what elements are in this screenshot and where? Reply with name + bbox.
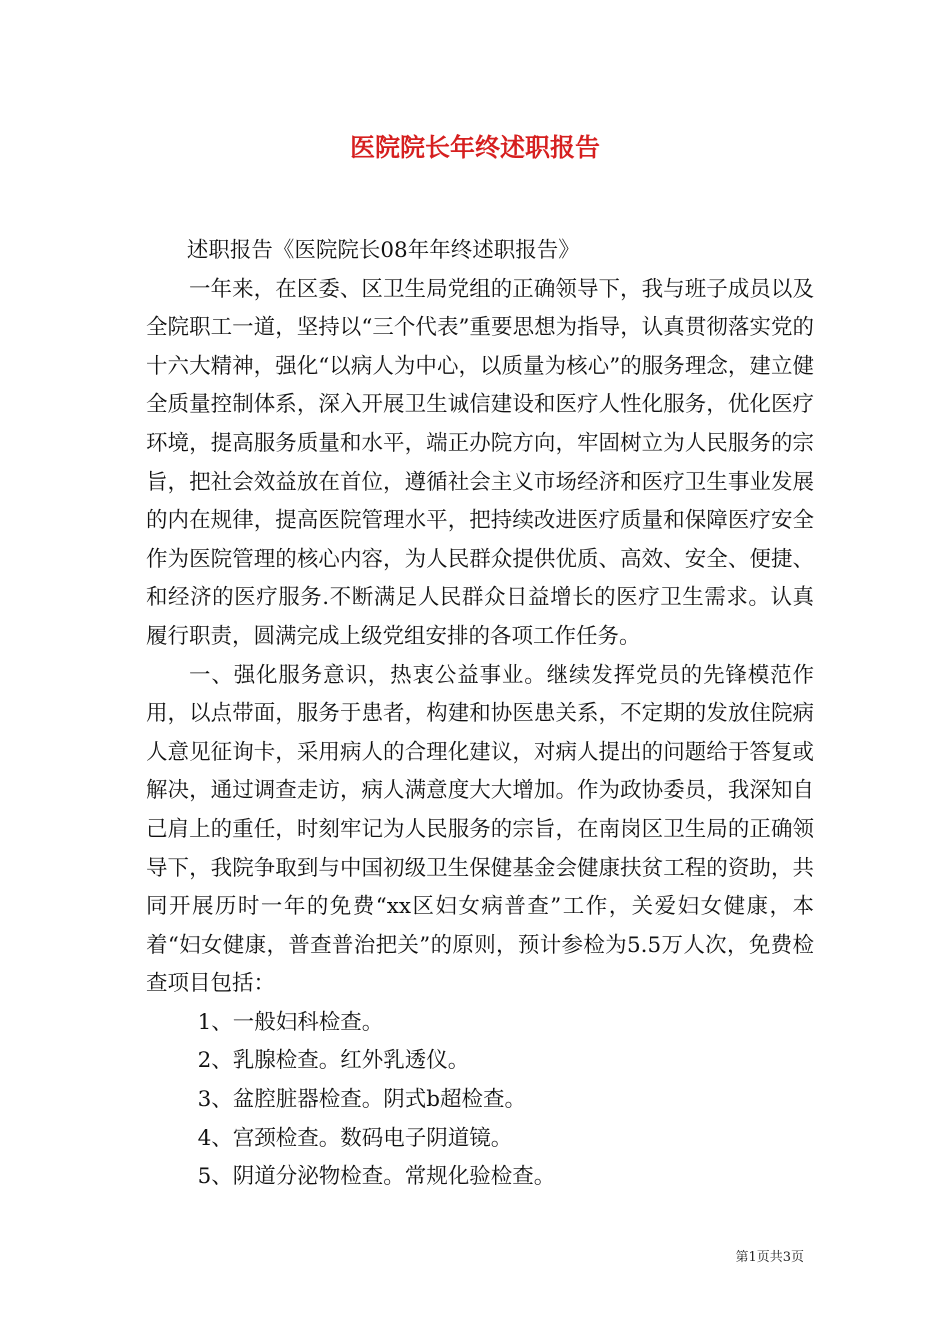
list-item: 2、乳腺检查。红外乳透仪。 [197, 1048, 470, 1074]
document-subtitle: 述职报告《医院院长08年年终述职报告》 [186, 238, 580, 263]
document-body [146, 232, 814, 1197]
document-title: 医院院长年终述职报告 [349, 133, 600, 162]
list-item: 3、盆腔脏器检查。阴式b超检查。 [197, 1087, 527, 1113]
paragraph-section-one: 一、强化服务意识，热衷公益事业。继续发挥党员的先锋模范作用，以点带面，服务于患者，构建和协医患关系，不定期的发放住院病人意见征询卡，采用病人的合理化建议，对病人提出的问题给于答复或解决，通过调查走访，病人满意度大大增加。作为政协委员，我深知自己肩上的重任，时刻牢记为人民服务的宗旨，在南岗区卫生局的正确领导下，我院争取到与中国初级卫生保健基金会健康扶贫工程的资助，共同开展历时一年的免费“xx区妇女病普查”工作，关爱妇女健康，本着“妇女健康，普查普治把关”的原则，预计参检为5.5万人次，免费检查项目包括： [146, 662, 814, 997]
page-number: 第1页共3页 [735, 1250, 804, 1265]
list-item: 5、阴道分泌物检查。常规化验检查。 [197, 1164, 556, 1190]
list-item: 4、宫颈检查。数码电子阴道镜。 [197, 1125, 513, 1151]
paragraph-intro: 一年来，在区委、区卫生局党组的正确领导下，我与班子成员以及全院职工一道，坚持以“三个代表”重要思想为指导，认真贯彻落实党的十六大精神，强化“以病人为中心，以质量为核心”的服务理念，建立健全质量控制体系，深入开展卫生诚信建设和医疗人性化服务，优化医疗环境，提高服务质量和水平，端正办院方向，牢固树立为人民服务的宗旨，把社会效益放在首位，遵循社会主义市场经济和医疗卫生事业发展的内在规律，提高医院管理水平，把持续改进医疗质量和保障医疗安全作为医院管理的核心内容，为人民群众提供优质、高效、安全、便捷、和经济的医疗服务.不断满足人民群众日益增长的医疗卫生需求。认真履行职责，圆满完成上级党组安排的各项工作任务。 [146, 276, 814, 649]
list-item: 1、一般妇科检查。 [197, 1009, 384, 1035]
